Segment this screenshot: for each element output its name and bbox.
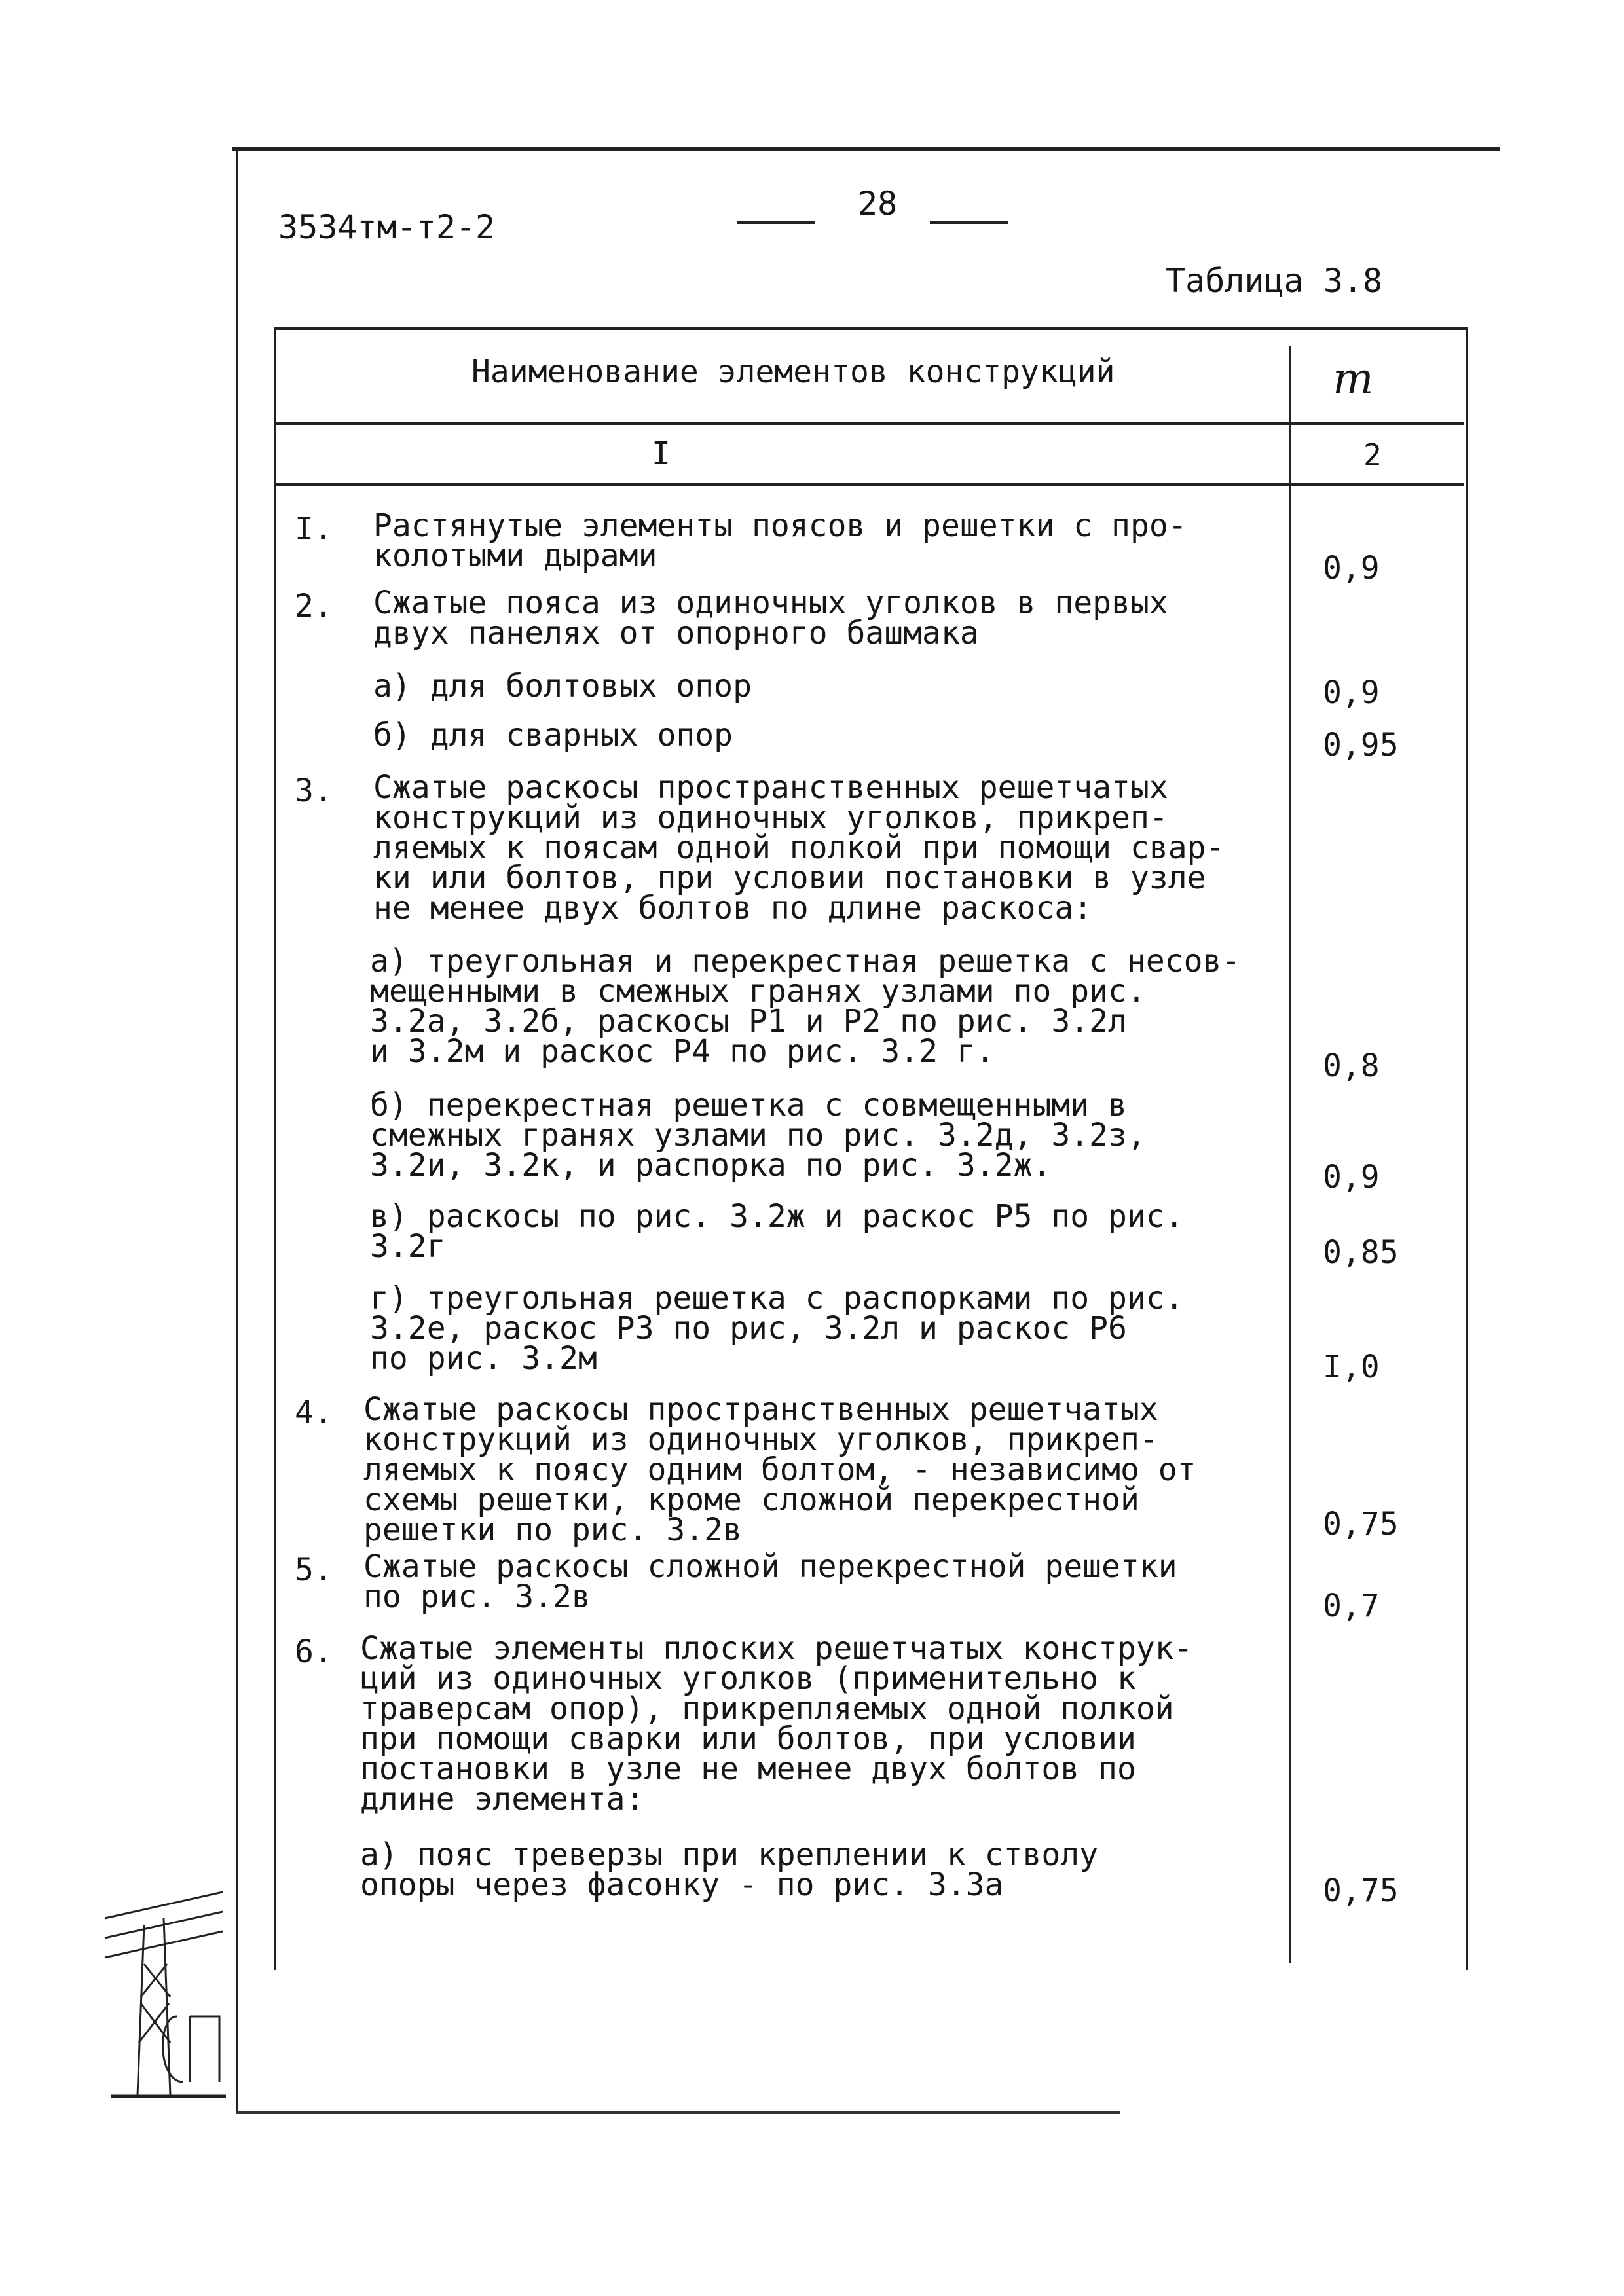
logo-emblem-icon (98, 1886, 229, 2102)
table-caption: Таблица 3.8 (1166, 262, 1383, 300)
column-header-m: m (1333, 354, 1374, 404)
row-text: Сжатые элементы плоских решетчатых конструк- ций из одиночных уголков (применительно к траверсам опор), прикрепляемых одной полкой при помощи сварки или болтов, при условии постановки в узле не менее двух болтов по длине элемента: (360, 1630, 1193, 1817)
row-number: 4. (295, 1394, 333, 1431)
frame-left-border (236, 147, 238, 2111)
row-value: 0,85 (1323, 1234, 1399, 1271)
row-number: 2. (295, 588, 333, 625)
row-value: 0,8 (1323, 1048, 1380, 1084)
row-text: Растянутые элементы поясов и решетки с про- колотыми дырами (373, 507, 1187, 574)
row-number: 6. (295, 1633, 333, 1670)
row-subitem-text: а) треугольная и перекрестная решетка с несов- мещенными в смежных гранях узлами по рис. 3.2а, 3.2б, раскосы P1 и P2 по рис. 3.2л и 3.2м и раскос P4 по рис. 3.2 г. (370, 943, 1241, 1070)
row-number: 3. (295, 773, 333, 809)
column-header-name: Наименование элементов конструкций (471, 354, 1115, 390)
row-value: 0,75 (1323, 1872, 1399, 1909)
row-value: 0,9 (1323, 674, 1380, 711)
row-value: 0,75 (1323, 1506, 1399, 1542)
page-number-dash-right (930, 221, 1008, 224)
row-text: Сжатые раскосы пространственных решетчатых конструкций из одиночных уголков, прикреп- ляемых к поясу одним болтом, - независимо от схемы решетки, кроме сложной перекрестной решетки по рис. 3.2в (363, 1391, 1196, 1548)
row-subitem-text: а) для болтовых опор (373, 668, 752, 704)
document-code: 3534тм-т2-2 (278, 208, 496, 246)
row-value: 0,95 (1323, 727, 1399, 763)
row-text: Сжатые раскосы пространственных решетчатых конструкций из одиночных уголков, прикреп- ляемых к поясам одной полкой при помощи свар- ки или болтов, при условии постановки в узле не менее двух болтов по длине раскоса: (373, 769, 1225, 926)
row-value: I,0 (1323, 1349, 1380, 1385)
row-number: 5. (295, 1552, 333, 1588)
column-number-2: 2 (1363, 437, 1382, 473)
row-subitem-text: г) треугольная решетка с распорками по рис. 3.2е, раскос P3 по рис, 3.2л и раскос P6 по рис. 3.2м (370, 1280, 1184, 1377)
frame-top-border (232, 147, 1500, 151)
row-subitem-text: б) перекрестная решетка с совмещенными в смежных гранях узлами по рис. 3.2д, 3.2з, 3.2и, 3.2к, и распорка по рис. 3.2ж. (370, 1087, 1146, 1184)
header-divider (274, 422, 1464, 425)
row-value: 0,9 (1323, 550, 1380, 587)
row-text: Сжатые раскосы сложной перекрестной решетки по рис. 3.2в (363, 1548, 1177, 1615)
row-text: Сжатые пояса из одиночных уголков в первых двух панелях от опорного башмака (373, 585, 1168, 651)
row-value: 0,7 (1323, 1588, 1380, 1624)
page-number: 28 (858, 185, 898, 223)
column-number-divider (274, 483, 1464, 486)
column-number-1: I (652, 435, 671, 472)
row-subitem-text: б) для сварных опор (373, 717, 733, 754)
frame-bottom-border (236, 2111, 1120, 2114)
row-number: I. (295, 511, 333, 547)
column-separator (1289, 346, 1291, 1963)
page-number-dash-left (737, 221, 815, 224)
row-value: 0,9 (1323, 1159, 1380, 1195)
row-subitem-text: в) раскосы по рис. 3.2ж и раскос P5 по рис. 3.2г (370, 1198, 1184, 1265)
row-subitem-text: а) пояс треверзы при креплении к стволу опоры через фасонку - по рис. 3.3а (360, 1836, 1099, 1903)
